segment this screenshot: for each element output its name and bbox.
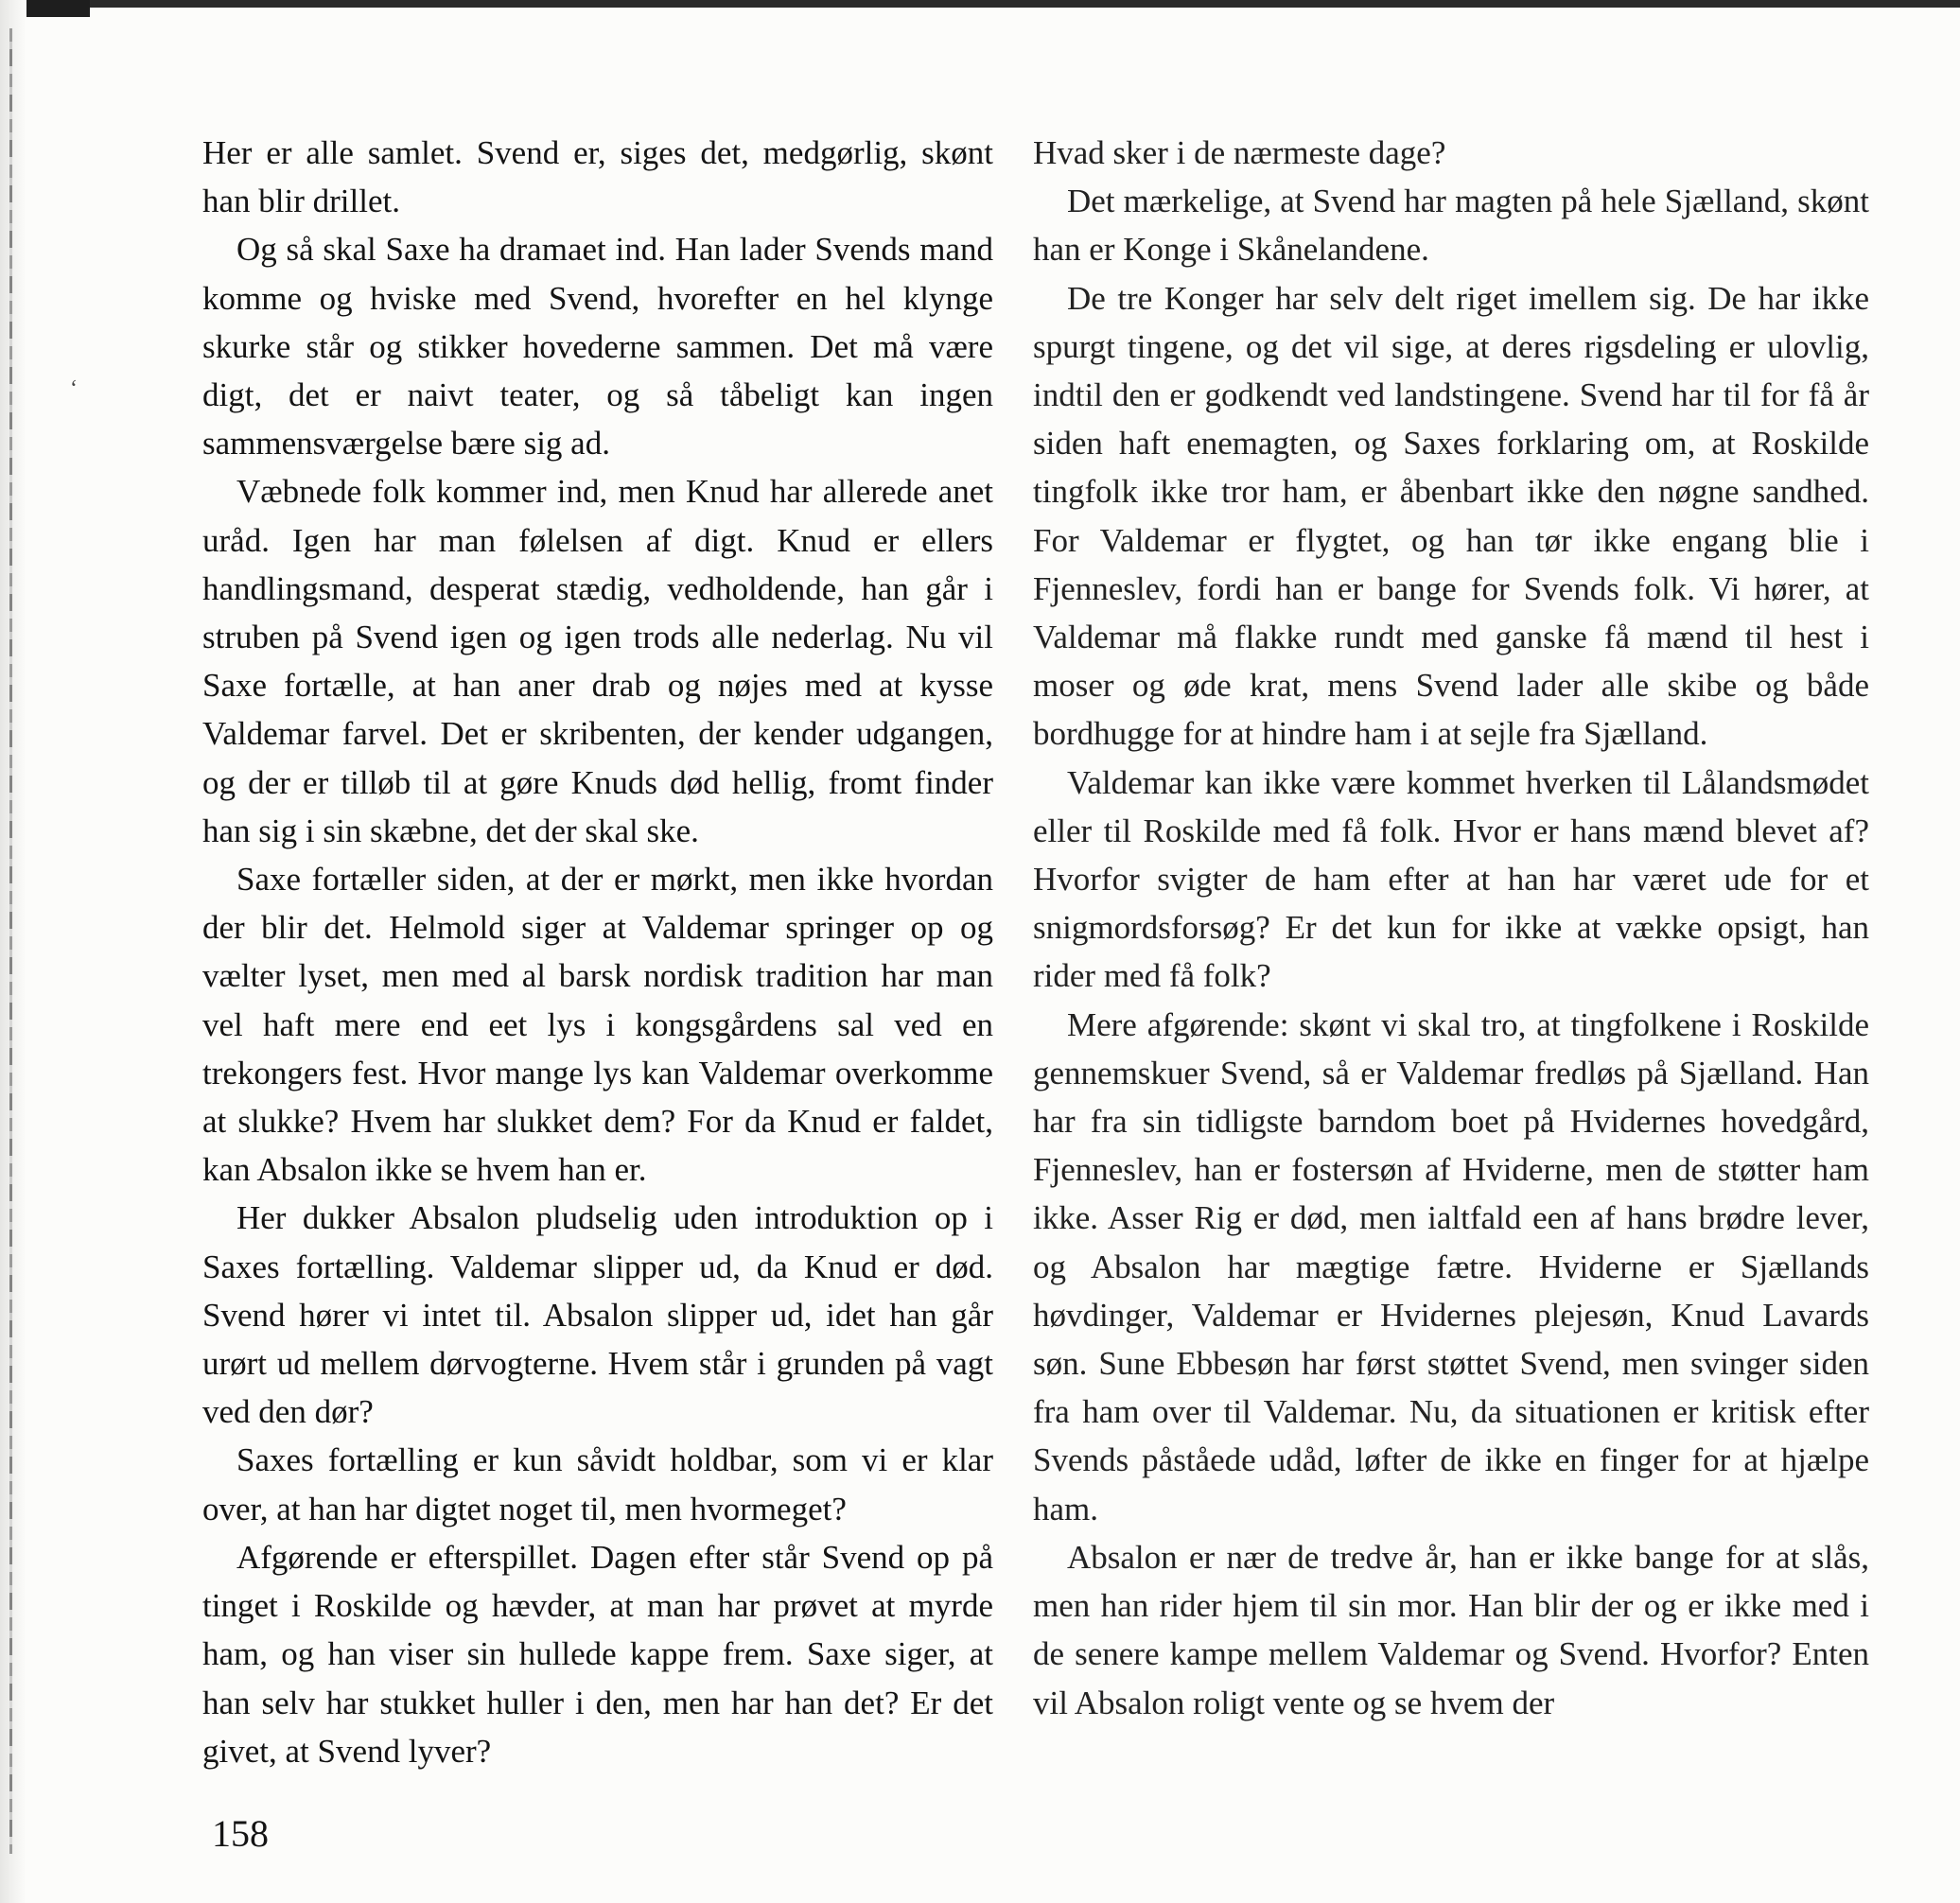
left-column <box>202 129 993 1775</box>
right-column <box>1033 129 1869 1727</box>
paragraph: Det mærkelige, at Svend har magten på hele Sjælland, skønt han er Konge i Skånelandene. <box>1033 183 1869 269</box>
gutter-binding-line <box>9 28 12 1854</box>
paragraph: Her dukker Absalon pludselig uden introduktion op i Saxes fortælling. Valdemar slipper ud, da Knud er død. Svend hører vi intet til. Absalon slipper ud, idet han går urørt ud mellem dørvogterne. Hvem står i grunden på vagt ved den dør? <box>202 1199 993 1431</box>
paragraph: Væbnede folk kommer ind, men Knud har allerede anet uråd. Igen har man følelsen af digt. Knud er ellers handlingsmand, desperat stædig, vedholdende, han går i struben på Svend igen og igen trods alle nederlag. Nu vil Saxe fortælle, at han aner drab og nøjes med at kysse Valdemar farvel. Det er skribenten, der kender udgangen, og der er tilløb til at gøre Knuds død hellig, fromt finder han sig i sin skæbne, det der skal ske. <box>202 473 993 849</box>
scan-top-edge <box>0 0 1960 8</box>
paragraph: Mere afgørende: skønt vi skal tro, at tingfolkene i Roskilde gennemskuer Svend, så er Valdemar fredløs på Sjælland. Han har fra sin tidligste barndom boet på Hvidernes hovedgård, Fjenneslev, han er fostersøn af Hviderne, men de støtter ham ikke. Asser Rig er død, men ialtfald een af hans brødre lever, og Absalon har mægtige fætre. Hviderne er Sjællands høvdinger, Valdemar er Hvidernes plejesøn, Knud Lavards søn. Sune Ebbesøn har først støttet Svend, men svinger siden fra ham over til Valdemar. Nu, da situationen er kritisk efter Svends påståede udåd, løfter de ikke en finger for at hjælpe ham. <box>1033 1005 1869 1528</box>
stray-mark: ‘ <box>70 376 78 401</box>
book-gutter <box>0 0 26 1903</box>
paragraph: Saxe fortæller siden, at der er mørkt, men ikke hvordan der blir det. Helmold siger at Valdemar springer op og vælter lyset, men med al barsk nordisk tradition har man vel haft mere end eet lys i kongsgårdens sal ved en trekongers fest. Hvor mange lys kan Valdemar overkomme at slukke? Hvem har slukket dem? For da Knud er faldet, kan Absalon ikke se hvem han er. <box>202 861 993 1189</box>
paragraph: Hvad sker i de nærmeste dage? <box>1033 134 1446 171</box>
paragraph: Saxes fortælling er kun såvidt holdbar, som vi er klar over, at han har digtet noget til, men hvormeget? <box>202 1441 993 1528</box>
paragraph: Afgørende er efterspillet. Dagen efter står Svend op på tinget i Roskilde og hævder, at man har prøvet at myrde ham, og han viser sin hullede kappe frem. Saxe siger, at han selv har stukket huller i den, men har han det? Er det givet, at Svend lyver? <box>202 1538 993 1770</box>
paragraph: Valdemar kan ikke være kommet hverken til Lålandsmødet eller til Roskilde med få folk. Hvor er hans mænd blevet af? Hvorfor svigter de ham efter at han har været ude for et snigmordsforsøg? Er det kun for ikke at vække opsigt, han rider med få folk? <box>1033 763 1869 995</box>
page-number: 158 <box>212 1812 269 1855</box>
paragraph: Og så skal Saxe ha dramaet ind. Han lader Svends mand komme og hviske med Svend, hvorefter en hel klynge skurke står og stikker hovederne sammen. Det må være digt, det er naivt teater, og så tåbeligt kan ingen sammensværgelse bære sig ad. <box>202 231 993 463</box>
paragraph: Her er alle samlet. Svend er, siges det, medgørlig, skønt han blir drillet. <box>202 134 993 220</box>
paragraph: De tre Konger har selv delt riget imellem sig. De har ikke spurgt tingene, og det vil sige, at deres rigsdeling er ulovlig, indtil den er godkendt ved landstingene. Svend har til for få år siden haft enemagten, og Saxes forklaring om, at Roskilde tingfolk ikke tror ham, er åbenbart ikke den nøgne sandhed. For Valdemar er flygtet, og han tør ikke engang blie i Fjenneslev, fordi han er bange for Svends folk. Vi hører, at Valdemar må flakke rundt med ganske få mænd til hest i moser og øde krat, mens Svend lader alle skibe og både bordhugge for at hindre ham i at sejle fra Sjælland. <box>1033 279 1869 753</box>
paragraph: Absalon er nær de tredve år, han er ikke bange for at slås, men han rider hjem til sin mor. Han blir der og er ikke med i de senere kampe mellem Valdemar og Svend. Hvorfor? Enten vil Absalon roligt vente og se hvem der <box>1033 1538 1869 1721</box>
